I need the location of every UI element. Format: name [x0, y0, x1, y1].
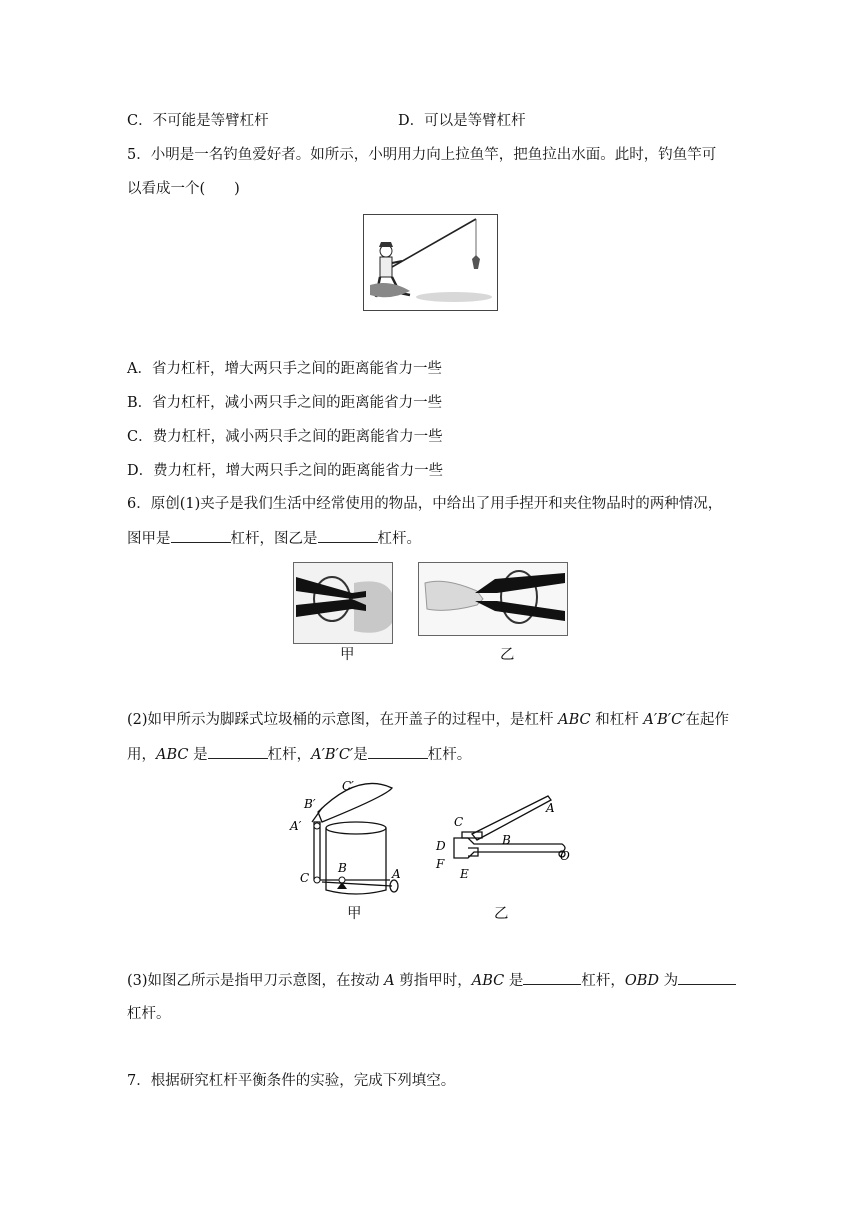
q5-stem-line1: 5．小明是一名钓鱼爱好者。如所示，小明用力向上拉鱼竿，把鱼拉出水面。此时，钓鱼竿可 — [127, 147, 717, 163]
q5-option-a: A．省力杠杆，增大两只手之间的距离能省力一些 — [127, 361, 442, 377]
clip-squeeze-figure — [294, 563, 392, 643]
q6-p2-text: (2)如甲所示为脚踩式垃圾桶的示意图，在开盖子的过程中，是杠杆 — [127, 712, 559, 728]
label-b-prime: B′ — [304, 797, 316, 811]
q6-p2-var: A′B′C′ — [643, 712, 686, 728]
label-clipper-c: C — [454, 815, 464, 829]
q5-option-b: B．省力杠杆，减小两只手之间的距离能省力一些 — [127, 395, 443, 411]
q6-p3-text: 剪指甲时， — [394, 973, 472, 989]
q4-option-d: D．可以是等臂杠杆 — [398, 113, 526, 129]
caption-yi-2: 乙 — [494, 906, 509, 922]
answer-blank[interactable] — [171, 528, 231, 543]
q5-option-d: D．费力杠杆，增大两只手之间的距离能省力一些 — [127, 463, 444, 479]
q6-p3-var: A — [384, 973, 395, 989]
label-clipper-o: O — [560, 849, 570, 863]
q6-p3-text: 是 — [504, 973, 524, 989]
q6-p2-var: ABC — [558, 712, 591, 728]
caption-jia: 甲 — [340, 647, 355, 663]
q6-part1-line2 — [127, 528, 421, 549]
label-c-prime: C′ — [342, 779, 354, 793]
q6-p1-text: 图甲是 — [127, 531, 171, 547]
q6-p2-text: 和杠杆 — [590, 712, 644, 728]
label-clipper-f: F — [436, 857, 445, 871]
q6-p2-text: 在起作 — [685, 712, 729, 728]
label-clipper-b: B — [502, 833, 511, 847]
label-clipper-d: D — [436, 839, 446, 853]
q5-stem-line2: 以看成一个( ) — [127, 181, 240, 197]
q7-stem: 7．根据研究杠杆平衡条件的实验，完成下列填空。 — [127, 1073, 456, 1089]
q6-part3-line2: 杠杆。 — [127, 1006, 171, 1022]
q6-p2-text: 用， — [127, 747, 156, 763]
fishing-illustration — [363, 214, 498, 311]
clip-photo-jia — [293, 562, 393, 644]
nail-clipper-diagram — [432, 792, 580, 892]
answer-blank[interactable] — [523, 970, 581, 985]
label-clipper-e: E — [460, 867, 469, 881]
answer-blank[interactable] — [368, 744, 428, 759]
clip-photo-yi — [418, 562, 568, 636]
label-a: A — [392, 867, 401, 881]
q6-p2-text: 杠杆。 — [427, 747, 472, 763]
trash-can-figure — [284, 772, 414, 920]
q6-p1-text: 杠杆。 — [377, 531, 421, 547]
q5-option-c: C．费力杠杆，减小两只手之间的距离能省力一些 — [127, 429, 443, 445]
q6-p2-text: 是 — [188, 747, 208, 763]
q6-p1-text: 杠杆，图乙是 — [230, 531, 318, 547]
q6-p3-var: OBD — [624, 973, 660, 989]
q6-p3-text: (3)如图乙所示是指甲刀示意图，在按动 — [127, 973, 385, 989]
clip-holding-figure — [419, 563, 567, 635]
q6-p2-var: ABC — [156, 747, 189, 763]
label-c: C — [300, 871, 310, 885]
answer-blank[interactable] — [678, 970, 736, 985]
q6-p2-text: 杠杆， — [267, 747, 312, 763]
q6-part3-line1 — [127, 970, 736, 991]
answer-blank[interactable] — [318, 528, 378, 543]
answer-blank[interactable] — [208, 744, 268, 759]
q6-p3-var: ABC — [471, 973, 505, 989]
q6-p3-text: 为 — [659, 973, 679, 989]
q6-p2-text: 是 — [353, 747, 368, 763]
q6-p2-var: A′B′C′ — [311, 747, 354, 763]
nail-clipper-figure — [432, 792, 580, 892]
q6-part1-line1: 6．原创(1)夹子是我们生活中经常使用的物品，中给出了用手捏开和夹住物品时的两种情况， — [127, 496, 723, 512]
caption-jia-2: 甲 — [347, 906, 362, 922]
label-a-prime: A′ — [290, 819, 302, 833]
label-clipper-a: A — [546, 801, 555, 815]
q4-option-c: C．不可能是等臂杠杆 — [127, 113, 269, 129]
q6-p3-text: 杠杆， — [581, 973, 625, 989]
caption-yi: 乙 — [500, 647, 515, 663]
label-b: B — [338, 861, 347, 875]
q6-part2-line1 — [127, 710, 729, 730]
q6-part2-line2 — [127, 744, 471, 765]
fishing-figure — [364, 215, 497, 310]
trash-can-diagram — [284, 772, 414, 920]
